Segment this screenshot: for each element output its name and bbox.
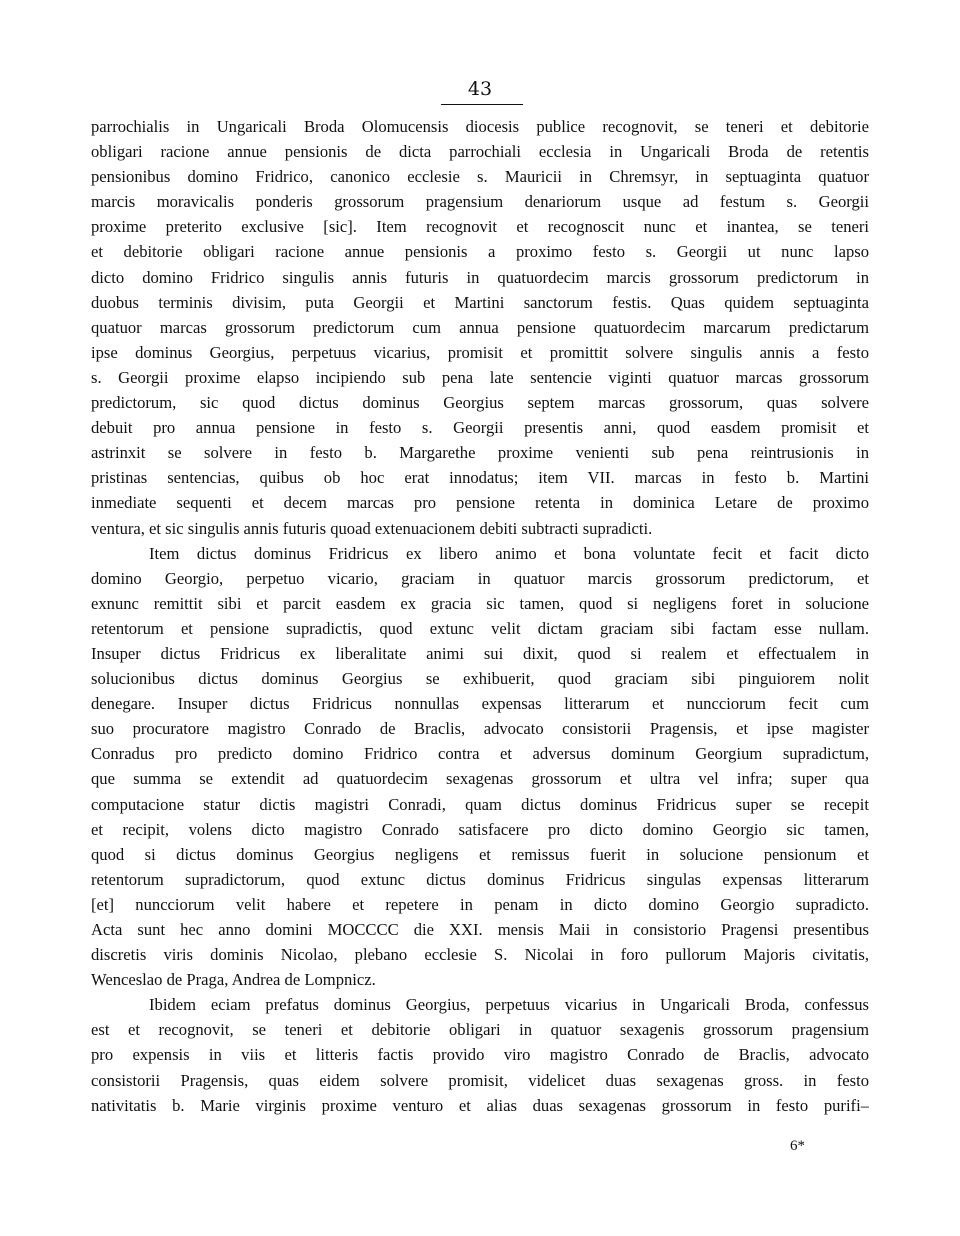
text-line: proxime preterito exclusive [sic]. Item recognovit et recognoscit nunc et inantea, se teneri [91,217,869,237]
paragraph-2 [91,541,869,993]
paragraph-1 [91,114,869,541]
text-line: consistorii Pragensis, quas eidem solvere promisit, videlicet duas sexagenas gross. in festo [91,1070,869,1090]
page-number: 43 [467,78,493,100]
text-line: suo procuratore magistro Conrado de Braclis, advocato consistorii Pragensis, et ipse magister [91,719,869,739]
text-line: Acta sunt hec anno domini MOCCCC die XXI. mensis Maii in consistorio Pragensi presentibus [91,920,869,939]
text-line: astrinxit se solvere in festo b. Margarethe proxime venienti sub pena reintrusionis in [91,443,869,463]
text-line: est et recognovit, se teneri et debitorie obligari in quatuor sexagenis grossorum pragensium [91,1020,869,1040]
text-line: dicto domino Fridrico singulis annis futuris in quatuordecim marcis grossorum predictorum in [91,267,869,287]
text-line: Wenceslao de Praga, Andrea de Lompnicz. [91,970,376,990]
text-line: ventura, et sic singulis annis futuris quoad extenuacionem debiti subtracti supradicti. [91,518,653,538]
text-line: quatuor marcas grossorum predictorum cum annua pensione quatuordecim marcarum predictarum [91,317,869,337]
text-line: quod si dictus dominus Georgius negligens et remissus fuerit in solucione pensionum et [91,844,869,864]
text-line: que summa se extendit ad quatuordecim sexagenas grossorum et ultra vel infra; super qua [91,769,869,789]
paragraph-3 [91,992,869,1117]
text-line: pro expensis in viis et litteris factis provido viro magistro Conrado de Braclis, advocato [91,1045,869,1065]
text-line: ipse dominus Georgius, perpetuus vicarius, promisit et promittit solvere singulis annis a festo [91,342,869,362]
text-line: s. Georgii proxime elapso incipiendo sub pena late sentencie viginti quatuor marcas grossorum [91,367,869,387]
text-line: marcis moravicalis ponderis grossorum pragensium denariorum usque ad festum s. Georgii [91,192,869,212]
text-line: Conradus pro predicto domino Fridrico contra et adversus dominum Georgium supradictum, [91,744,869,764]
text-line: inmediate sequenti et decem marcas pro pensione retenta in dominica Letare de proximo [91,493,869,513]
page-number-rule [441,104,523,105]
text-line: debuit pro annua pensione in festo s. Georgii presentis anni, quod easdem promisit et [91,418,869,438]
text-line: et debitorie obligari racione annue pensionis a proximo festo s. Georgii ut nunc lapso [91,242,869,262]
text-line: pristinas sentencias, quibus ob hoc erat innodatus; item VII. marcas in festo b. Martini [91,468,869,488]
text-line: Insuper dictus Fridricus ex liberalitate animi sui dixit, quod si realem et effectualem in [91,643,869,663]
text-line: et recipit, volens dicto magistro Conrado satisfacere pro dicto domino Georgio sic tamen, [91,819,869,839]
text-line: Item dictus dominus Fridricus ex libero animo et bona voluntate fecit et facit dicto [149,543,869,563]
text-line: domino Georgio, perpetuo vicario, graciam in quatuor marcis grossorum predictorum, et [91,568,869,588]
text-line: retentorum et pensione supradictis, quod extunc velit dictam graciam sibi factam esse nullam. [91,618,869,638]
text-line: computacione statur dictis magistri Conradi, quam dictus dominus Fridricus super se recepit [91,794,869,814]
text-line: duobus terminis divisim, puta Georgii et Martini sanctorum festis. Quas quidem septuaginta [91,292,869,312]
text-line: exnunc remittit sibi et parcit easdem ex gracia sic tamen, quod si negligens foret in solucione [91,593,869,613]
text-line: Ibidem eciam prefatus dominus Georgius, perpetuus vicarius in Ungaricali Broda, confessus [149,995,869,1015]
text-line: nativitatis b. Marie virginis proxime venturo et alias duas sexagenas grossorum in festo purifi– [91,1095,869,1115]
text-line: pensionibus domino Fridrico, canonico ecclesie s. Mauricii in Chremsyr, in septuaginta quatuor [91,167,869,187]
text-block [91,114,869,1118]
text-line: obligari racione annue pensionis de dicta parrochiali ecclesia in Ungaricali Broda de retentis [91,142,869,162]
text-line: retentorum supradictorum, quod extunc dictus dominus Fridricus singulas expensas litterarum [91,869,869,889]
text-line: [et] nuncciorum velit habere et repetere in penam in dicto domino Georgio supradicto. [91,894,869,914]
signature-mark: 6* [790,1138,805,1154]
text-line: solucionibus dictus dominus Georgius se exhibuerit, quod graciam sibi pinguiorem nolit [91,669,869,689]
text-line: discretis viris dominis Nicolao, plebano ecclesie S. Nicolai in foro pullorum Majoris civitatis, [91,945,869,965]
text-line: parrochialis in Ungaricali Broda Olomucensis diocesis publice recognovit, se teneri et debitorie [91,117,869,136]
text-line: predictorum, sic quod dictus dominus Georgius septem marcas grossorum, quas solvere [91,393,869,413]
text-line: denegare. Insuper dictus Fridricus nonnullas expensas litterarum et nuncciorum fecit cum [91,694,869,714]
